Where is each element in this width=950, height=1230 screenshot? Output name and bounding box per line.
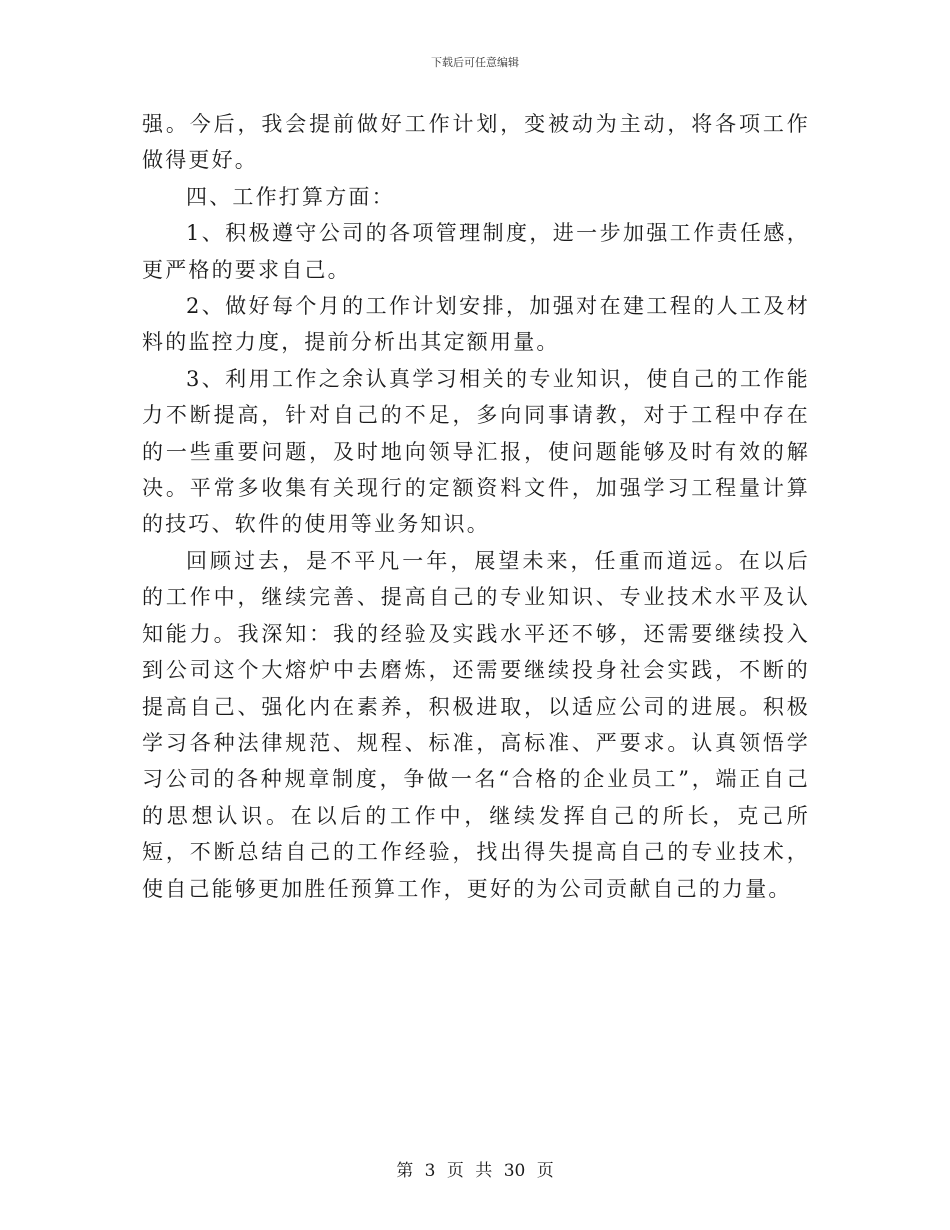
header-note: 下载后可任意编辑 — [431, 56, 519, 69]
plan-item-2: 2、做好每个月的工作计划安排，加强对在建工程的人工及材料的监控力度，提前分析出其定额用量。 — [142, 294, 810, 355]
paragraph-continuation: 强。今后，我会提前做好工作计划，变被动为主动，将各项工作做得更好。 — [142, 112, 810, 173]
section-heading-plans: 四、工作打算方面： — [186, 184, 395, 209]
plan-item-1: 1、积极遵守公司的各项管理制度，进一步加强工作责任感，更严格的要求自己。 — [142, 221, 810, 282]
paragraph-conclusion: 回顾过去，是不平凡一年，展望未来，任重而道远。在以后的工作中，继续完善、提高自己的专业知识、专业技术水平及认知能力。我深知：我的经验及实践水平还不够，还需要继续投入到公司这个大熔炉中去磨炼，还需要继续投身社会实践，不断的提高自己、强化内在素养，积极进取，以适应公司的进展。积极学习各种法律规范、规程、标准，高标准、严要求。认真领悟学习公司的各种规章制度，争做一名“合格的企业员工”，端正自己的思想认识。在以后的工作中，继续发挥自己的所长，克己所短，不断总结自己的工作经验，找出得失提高自己的专业技术，使自己能够更加胜任预算工作，更好的为公司贡献自己的力量。 — [142, 548, 810, 901]
plan-item-3: 3、利用工作之余认真学习相关的专业知识，使自己的工作能力不断提高，针对自己的不足，多向同事请教，对于工程中存在的一些重要问题，及时地向领导汇报，使问题能够及时有效的解决。平常多收集有关现行的定额资料文件，加强学习工程量计算的技巧、软件的使用等业务知识。 — [142, 366, 810, 537]
document-body — [142, 106, 810, 907]
page-number: 第 3 页 共 30 页 — [396, 1161, 554, 1181]
